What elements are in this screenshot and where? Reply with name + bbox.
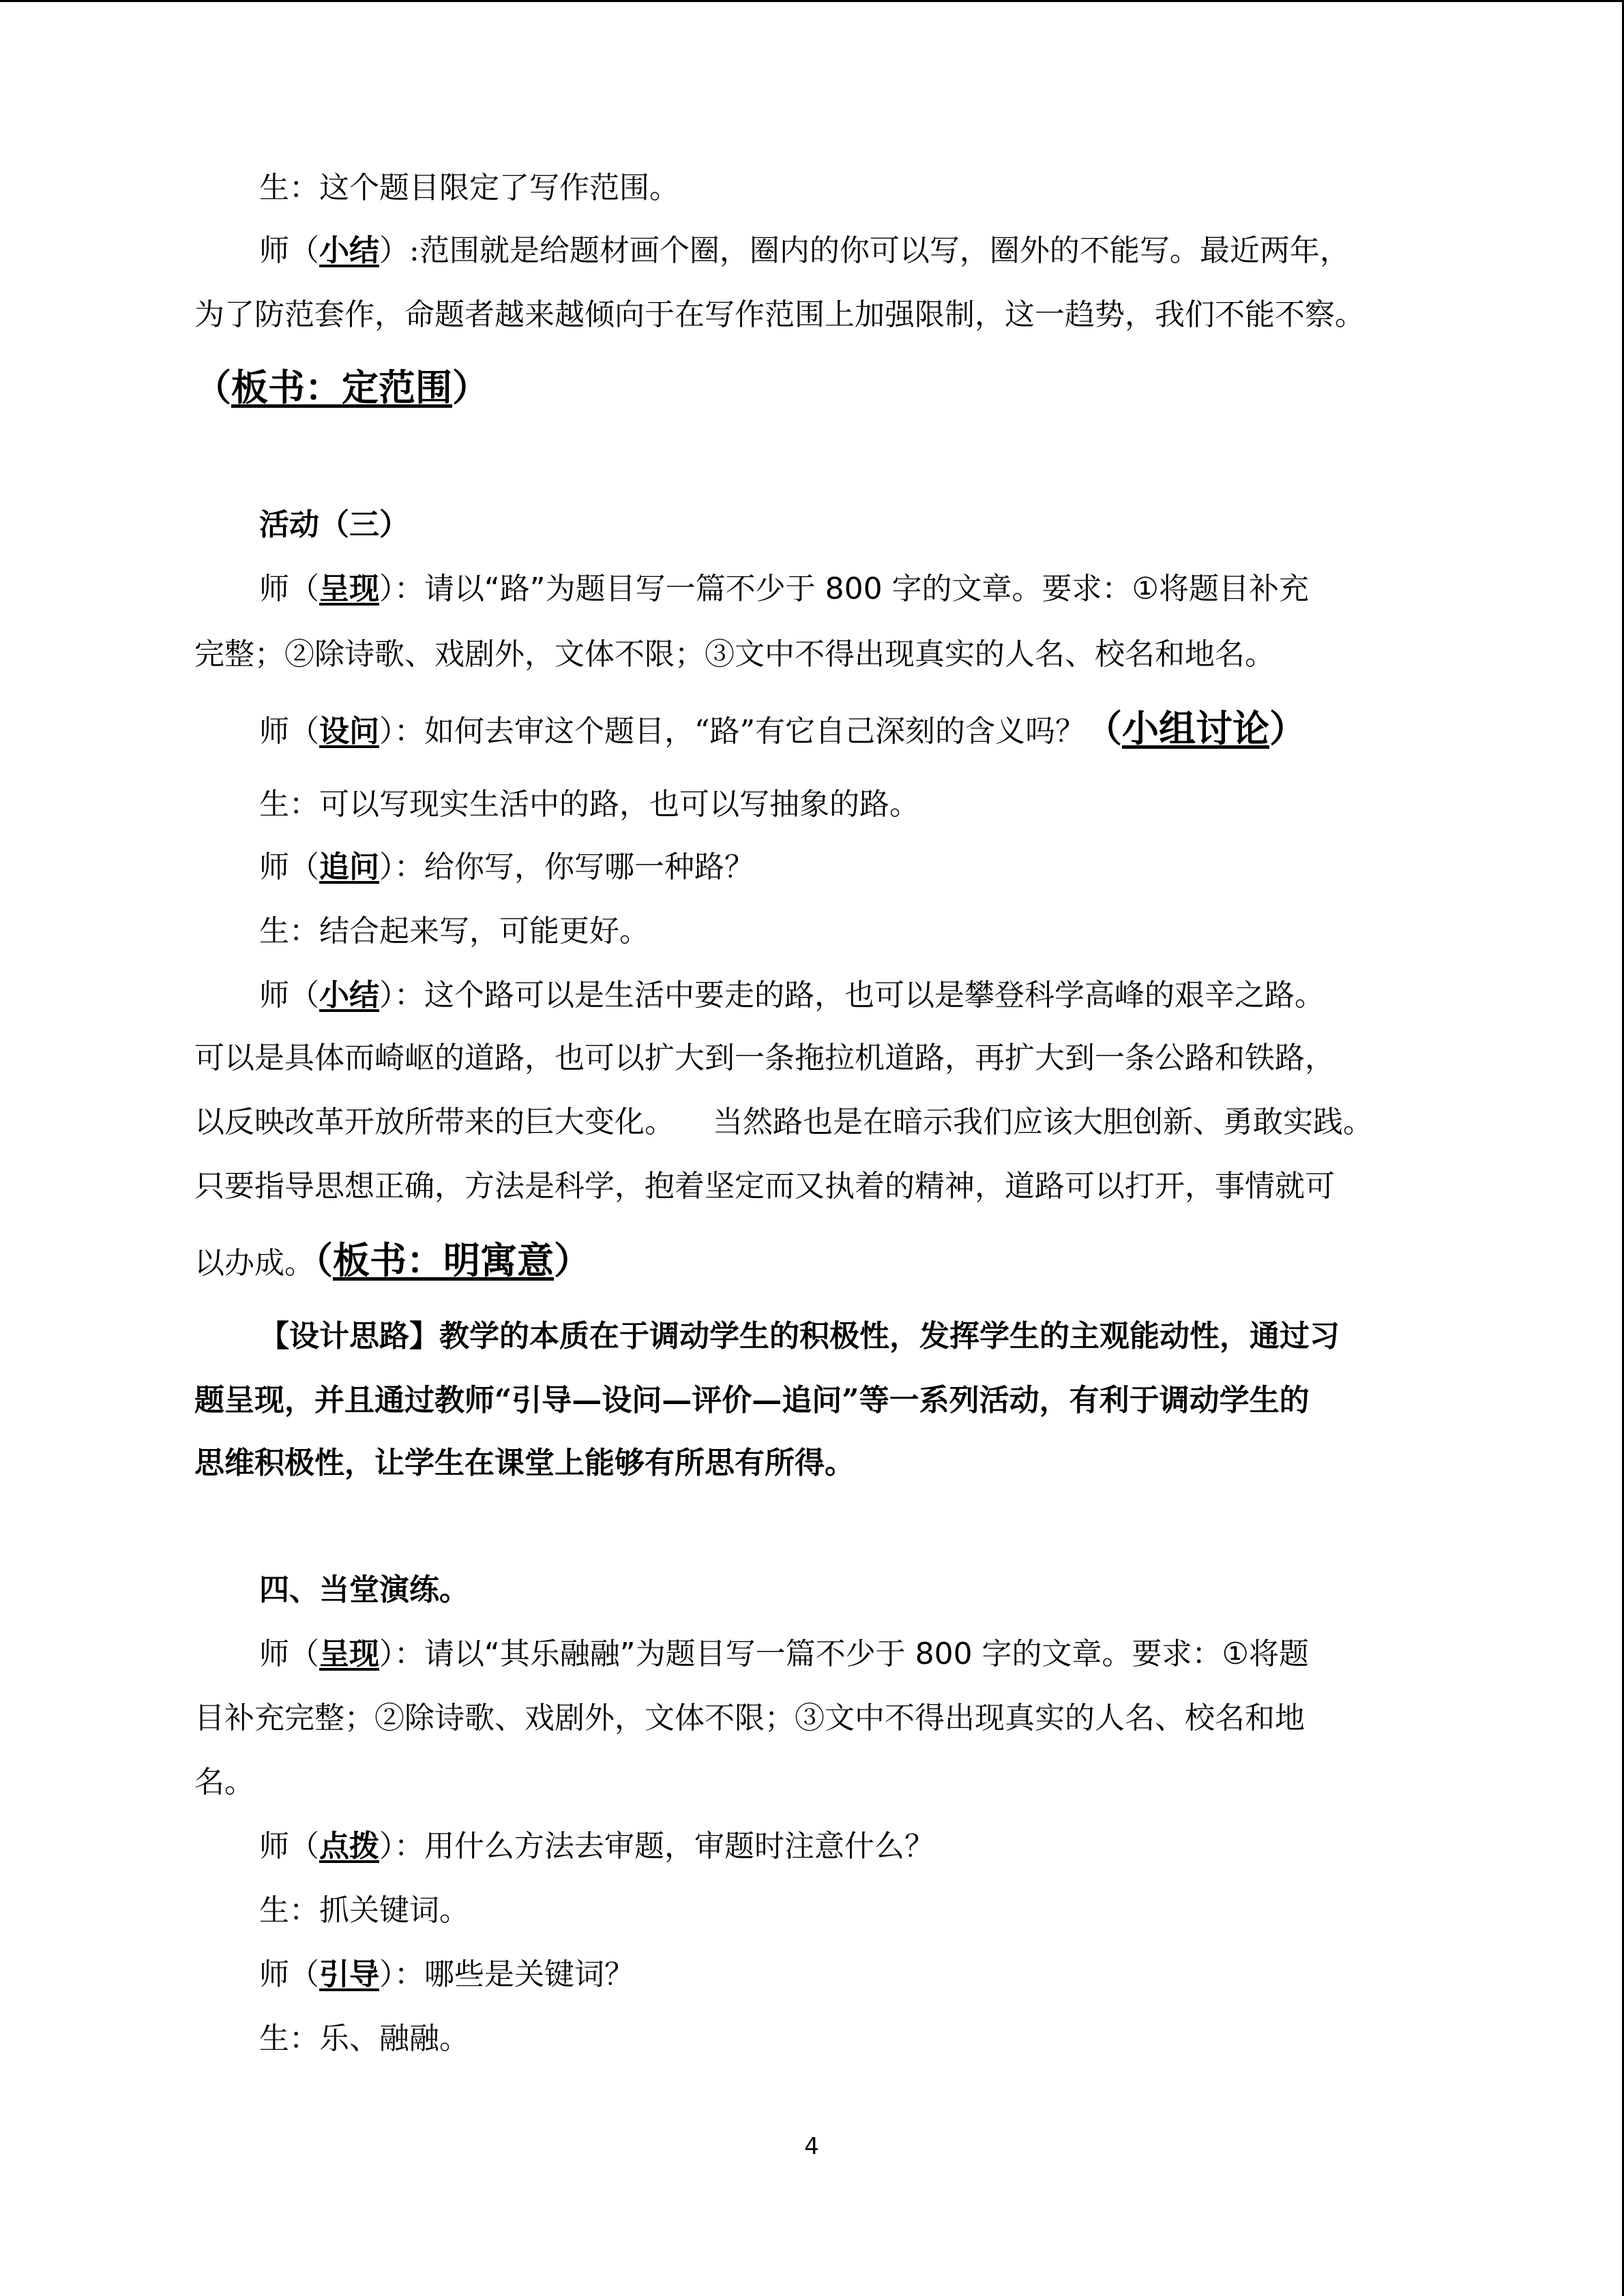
paragraph-line: 生：抓关键词。: [259, 1893, 469, 1928]
section-heading: 活动（三）: [259, 507, 409, 542]
paragraph-line: 师（追问）：给你写，你写哪一种路？: [259, 850, 754, 884]
design-idea: 思维积极性，让学生在课堂上能够有所思有所得。: [194, 1446, 855, 1480]
paragraph-line: 只要指导思想正确，方法是科学，抱着坚定而又执着的精神，道路可以打开，事情就可: [194, 1169, 1335, 1204]
paragraph-line: 以办成。（板书：明寓意）: [194, 1238, 591, 1282]
paragraph-line: 师（呈现）：请以“路”为题目写一篇不少于 800 字的文章。要求：①将题目补充: [259, 571, 1309, 606]
paragraph-line: 师（引导）：哪些是关键词？: [259, 1957, 634, 1992]
design-idea: 题呈现，并且通过教师“引导—设问—评价—追问”等一系列活动，有利于调动学生的: [194, 1383, 1310, 1418]
paragraph-line: 师（点拨）：用什么方法去审题，审题时注意什么？: [259, 1829, 934, 1864]
paragraph-line: 名。: [194, 1765, 254, 1800]
paragraph-line: 生：可以写现实生活中的路，也可以写抽象的路。: [259, 787, 919, 822]
paragraph-line: 生：乐、融融。: [259, 2021, 469, 2056]
paragraph-line: 完整；②除诗歌、戏剧外，文体不限；③文中不得出现真实的人名、校名和地名。: [194, 637, 1275, 672]
design-idea: 【设计思路】教学的本质在于调动学生的积极性，发挥学生的主观能动性，通过习: [259, 1319, 1340, 1354]
page-top-border: [0, 0, 1624, 2]
paragraph-line: 师（设问）：如何去审这个题目，“路”有它自己深刻的含义吗？（小组讨论）: [259, 706, 1306, 750]
paragraph-line: 可以是具体而崎岖的道路，也可以扩大到一条拖拉机道路，再扩大到一条公路和铁路，: [194, 1041, 1335, 1075]
paragraph-line: 以反映改革开放所带来的巨大变化。 当然路也是在暗示我们应该大胆创新、勇敢实践。: [194, 1105, 1373, 1139]
paragraph-line: 为了防范套作，命题者越来越倾向于在写作范围上加强限制，这一趋势，我们不能不察。: [194, 297, 1365, 332]
section-heading: 四、当堂演练。: [259, 1572, 469, 1607]
paragraph-line: 生：这个题目限定了写作范围。: [259, 170, 679, 205]
paragraph-line: 目补充完整；②除诗歌、戏剧外，文体不限；③文中不得出现真实的人名、校名和地: [194, 1701, 1305, 1735]
paragraph-line: 师（小结）:范围就是给题材画个圈，圈内的你可以写，圈外的不能写。最近两年，: [259, 233, 1350, 268]
paragraph-line: 生：结合起来写，可能更好。: [259, 914, 649, 949]
paragraph-line: 师（呈现）：请以“其乐融融”为题目写一篇不少于 800 字的文章。要求：①将题: [259, 1637, 1309, 1671]
board-note: （板书：定范围）: [194, 366, 489, 409]
page-number: 4: [804, 2133, 819, 2160]
paragraph-line: 师（小结）：这个路可以是生活中要走的路，也可以是攀登科学高峰的艰辛之路。: [259, 978, 1325, 1013]
